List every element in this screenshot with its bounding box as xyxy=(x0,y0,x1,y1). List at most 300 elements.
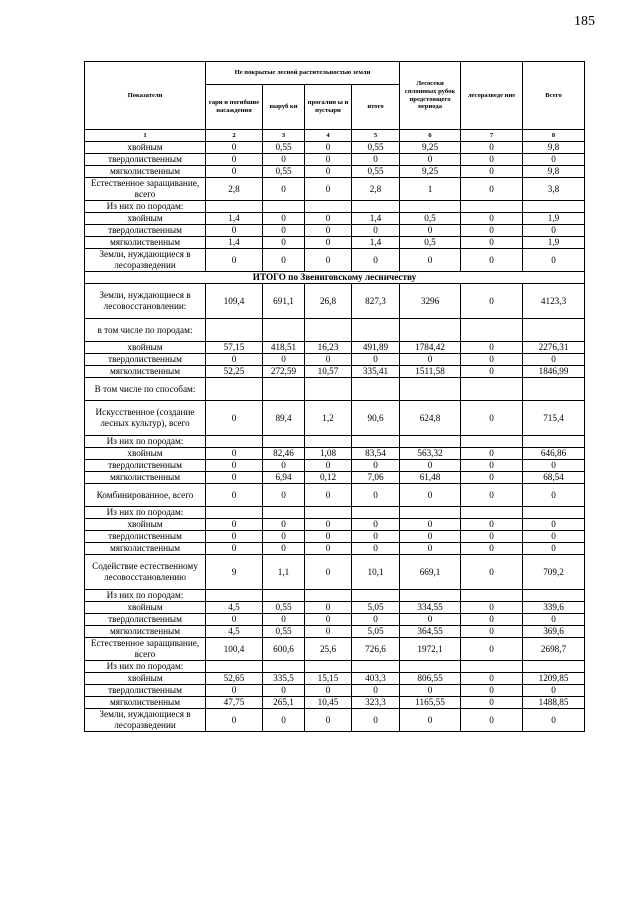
row-value: 1,4 xyxy=(352,237,400,249)
table-row xyxy=(85,448,585,460)
row-value: 0 xyxy=(305,626,352,638)
row-value xyxy=(305,507,352,519)
row-value: 1165,55 xyxy=(400,697,461,709)
table-row xyxy=(85,401,585,436)
row-value: 0 xyxy=(461,638,523,661)
table-row xyxy=(85,284,585,319)
header-total: Всего xyxy=(523,62,585,130)
row-value: 335,5 xyxy=(263,673,305,685)
row-value: 10,57 xyxy=(305,366,352,378)
row-value: 0 xyxy=(352,354,400,366)
row-value xyxy=(263,378,305,401)
row-value: 0 xyxy=(400,685,461,697)
row-value: 0 xyxy=(523,614,585,626)
row-value: 82,46 xyxy=(263,448,305,460)
row-label: Земли, нуждающиеся в лесоразведении xyxy=(85,709,206,732)
row-value: 0 xyxy=(305,354,352,366)
column-number: 1 xyxy=(85,130,206,142)
row-value: 0 xyxy=(263,213,305,225)
row-value xyxy=(305,319,352,342)
row-value xyxy=(305,201,352,213)
row-value: 0 xyxy=(206,460,263,472)
row-label: в том числе по породам: xyxy=(85,319,206,342)
header-subtotal: итого xyxy=(352,85,400,130)
row-label: мягколиственным xyxy=(85,166,206,178)
row-value: 57,15 xyxy=(206,342,263,354)
row-label: Комбинированное, всего xyxy=(85,484,206,507)
row-value: 1,9 xyxy=(523,213,585,225)
row-value: 25,6 xyxy=(305,638,352,661)
header-afforestation: лесоразведе ние xyxy=(461,62,523,130)
row-value xyxy=(352,201,400,213)
row-value xyxy=(523,590,585,602)
row-value: 1209,85 xyxy=(523,673,585,685)
table-row xyxy=(85,602,585,614)
table-row xyxy=(85,436,585,448)
row-value: 0 xyxy=(400,354,461,366)
row-value xyxy=(305,661,352,673)
row-value xyxy=(461,436,523,448)
row-value: 0,55 xyxy=(352,142,400,154)
row-value: 624,8 xyxy=(400,401,461,436)
table-row xyxy=(85,673,585,685)
row-label: Земли, нуждающиеся в лесоразведении xyxy=(85,249,206,272)
row-value: 4,5 xyxy=(206,602,263,614)
row-value xyxy=(523,507,585,519)
row-value: 0 xyxy=(305,614,352,626)
row-value: 9 xyxy=(206,555,263,590)
table-row xyxy=(85,366,585,378)
row-value: 0 xyxy=(461,709,523,732)
row-value: 68,54 xyxy=(523,472,585,484)
row-value: 0 xyxy=(523,460,585,472)
row-value: 0,12 xyxy=(305,472,352,484)
row-value xyxy=(263,436,305,448)
row-value: 0 xyxy=(206,166,263,178)
row-label: твердолиственным xyxy=(85,460,206,472)
row-value xyxy=(352,507,400,519)
row-value: 90,6 xyxy=(352,401,400,436)
row-label: хвойным xyxy=(85,519,206,531)
table-row xyxy=(85,178,585,201)
row-value: 0 xyxy=(305,237,352,249)
table-row xyxy=(85,519,585,531)
row-value: 0 xyxy=(305,685,352,697)
row-value: 827,3 xyxy=(352,284,400,319)
row-value: 0 xyxy=(461,178,523,201)
row-value: 52,65 xyxy=(206,673,263,685)
row-value: 9,25 xyxy=(400,142,461,154)
row-value xyxy=(206,201,263,213)
row-value xyxy=(523,319,585,342)
row-value xyxy=(305,436,352,448)
header-clearcuts: Лесосеки сплошных рубок предстоящего периода xyxy=(400,62,461,130)
row-value: 726,6 xyxy=(352,638,400,661)
row-value xyxy=(400,319,461,342)
row-value xyxy=(206,319,263,342)
row-value xyxy=(206,378,263,401)
row-value: 0 xyxy=(206,614,263,626)
row-value: 5,05 xyxy=(352,626,400,638)
row-value xyxy=(461,319,523,342)
row-value xyxy=(305,590,352,602)
row-value: 1488,85 xyxy=(523,697,585,709)
row-value: 0 xyxy=(352,249,400,272)
row-value: 806,55 xyxy=(400,673,461,685)
row-value xyxy=(352,436,400,448)
row-value: 0 xyxy=(305,484,352,507)
table-row xyxy=(85,685,585,697)
row-value: 691,1 xyxy=(263,284,305,319)
row-value: 0 xyxy=(305,460,352,472)
row-value: 0 xyxy=(352,460,400,472)
row-value xyxy=(206,436,263,448)
row-value: 0 xyxy=(263,709,305,732)
row-value: 0 xyxy=(461,626,523,638)
row-value: 0 xyxy=(263,249,305,272)
row-value: 709,2 xyxy=(523,555,585,590)
section-row xyxy=(85,272,585,284)
row-value: 10,1 xyxy=(352,555,400,590)
row-value: 272,59 xyxy=(263,366,305,378)
row-value: 600,6 xyxy=(263,638,305,661)
row-value: 715,4 xyxy=(523,401,585,436)
row-value: 7,06 xyxy=(352,472,400,484)
row-value: 0,55 xyxy=(263,142,305,154)
row-label: мягколиственным xyxy=(85,472,206,484)
row-value xyxy=(400,507,461,519)
row-value xyxy=(523,378,585,401)
column-number: 4 xyxy=(305,130,352,142)
row-value xyxy=(400,436,461,448)
table-row xyxy=(85,225,585,237)
row-value: 0 xyxy=(461,614,523,626)
row-value xyxy=(400,590,461,602)
row-value: 1,9 xyxy=(523,237,585,249)
row-value: 0 xyxy=(523,709,585,732)
row-label: мягколиственным xyxy=(85,237,206,249)
row-value: 1,1 xyxy=(263,555,305,590)
column-number: 8 xyxy=(523,130,585,142)
row-value: 0 xyxy=(523,225,585,237)
table-row xyxy=(85,638,585,661)
row-value: 0 xyxy=(400,154,461,166)
header-cuttings: выруб ки xyxy=(263,85,305,130)
row-value: 0 xyxy=(352,519,400,531)
row-value: 0 xyxy=(523,531,585,543)
table-row xyxy=(85,626,585,638)
row-value: 646,86 xyxy=(523,448,585,460)
row-value: 6,94 xyxy=(263,472,305,484)
row-label: хвойным xyxy=(85,602,206,614)
row-value: 0 xyxy=(263,354,305,366)
header-uncovered-lands: Не покрытые лесной растительностью земли xyxy=(206,62,400,85)
row-value: 0 xyxy=(461,673,523,685)
row-value: 0 xyxy=(305,709,352,732)
row-value: 323,3 xyxy=(352,697,400,709)
row-value: 0 xyxy=(305,154,352,166)
row-label: Из них по породам: xyxy=(85,201,206,213)
row-value xyxy=(461,378,523,401)
row-value: 3296 xyxy=(400,284,461,319)
row-value: 0 xyxy=(206,519,263,531)
row-value: 0 xyxy=(263,225,305,237)
row-value: 9,25 xyxy=(400,166,461,178)
row-value xyxy=(400,201,461,213)
row-value: 2698,7 xyxy=(523,638,585,661)
afforestation-table xyxy=(84,61,585,732)
row-value: 0 xyxy=(206,154,263,166)
row-value: 3,8 xyxy=(523,178,585,201)
row-value: 0 xyxy=(400,614,461,626)
row-value xyxy=(352,319,400,342)
table-row xyxy=(85,484,585,507)
row-value: 0 xyxy=(461,354,523,366)
row-value: 0 xyxy=(461,284,523,319)
row-value: 0 xyxy=(461,472,523,484)
table-row xyxy=(85,531,585,543)
row-value: 1846,99 xyxy=(523,366,585,378)
table-row xyxy=(85,709,585,732)
row-value: 0 xyxy=(400,460,461,472)
row-value: 109,4 xyxy=(206,284,263,319)
row-value: 0 xyxy=(400,249,461,272)
row-value: 100,4 xyxy=(206,638,263,661)
row-value: 0 xyxy=(206,543,263,555)
row-value: 9,8 xyxy=(523,142,585,154)
row-value: 0 xyxy=(461,166,523,178)
table-row xyxy=(85,154,585,166)
row-value: 0 xyxy=(461,237,523,249)
table-row xyxy=(85,555,585,590)
row-label: мягколиственным xyxy=(85,543,206,555)
row-label: хвойным xyxy=(85,448,206,460)
row-value: 0 xyxy=(305,543,352,555)
row-value xyxy=(523,436,585,448)
row-value: 0 xyxy=(305,178,352,201)
row-value: 0 xyxy=(461,154,523,166)
row-value xyxy=(461,590,523,602)
row-value: 0,5 xyxy=(400,213,461,225)
row-value xyxy=(461,507,523,519)
table-row xyxy=(85,319,585,342)
row-label: твердолиственным xyxy=(85,685,206,697)
row-value: 0 xyxy=(305,142,352,154)
row-value xyxy=(400,378,461,401)
row-value: 2,8 xyxy=(352,178,400,201)
row-value: 0 xyxy=(400,519,461,531)
row-value: 0 xyxy=(461,366,523,378)
table-row xyxy=(85,249,585,272)
row-value: 0 xyxy=(461,342,523,354)
row-value: 0 xyxy=(305,225,352,237)
row-value: 47,75 xyxy=(206,697,263,709)
row-value: 0 xyxy=(206,225,263,237)
row-value: 2276,31 xyxy=(523,342,585,354)
row-value xyxy=(352,661,400,673)
table-row xyxy=(85,201,585,213)
row-value: 0 xyxy=(400,543,461,555)
row-value: 0,5 xyxy=(400,237,461,249)
column-number: 7 xyxy=(461,130,523,142)
row-value: 265,1 xyxy=(263,697,305,709)
row-value: 1,4 xyxy=(206,237,263,249)
row-value: 0 xyxy=(206,484,263,507)
row-value xyxy=(206,661,263,673)
header-burns: гари и погибшие насаждения xyxy=(206,85,263,130)
row-value: 0 xyxy=(305,166,352,178)
row-value: 0 xyxy=(523,543,585,555)
table-row xyxy=(85,142,585,154)
row-value: 2,8 xyxy=(206,178,263,201)
row-value xyxy=(305,378,352,401)
row-value: 0 xyxy=(263,543,305,555)
row-value: 0 xyxy=(305,602,352,614)
table-row xyxy=(85,378,585,401)
row-value: 0 xyxy=(352,531,400,543)
row-value: 0 xyxy=(352,685,400,697)
row-value: 1,4 xyxy=(352,213,400,225)
row-value: 0 xyxy=(400,484,461,507)
row-value: 0 xyxy=(263,237,305,249)
column-number: 5 xyxy=(352,130,400,142)
page-number: 185 xyxy=(574,14,595,29)
row-value: 334,55 xyxy=(400,602,461,614)
row-value: 669,1 xyxy=(400,555,461,590)
table-row xyxy=(85,590,585,602)
row-value xyxy=(263,507,305,519)
row-value: 1784,42 xyxy=(400,342,461,354)
row-value: 0 xyxy=(523,249,585,272)
row-label: В том числе по способам: xyxy=(85,378,206,401)
row-value: 0 xyxy=(461,697,523,709)
row-value: 4123,3 xyxy=(523,284,585,319)
row-value: 0 xyxy=(206,448,263,460)
row-value: 563,32 xyxy=(400,448,461,460)
row-value: 0 xyxy=(461,213,523,225)
row-label: Из них по породам: xyxy=(85,661,206,673)
row-value: 0 xyxy=(206,354,263,366)
row-value: 0 xyxy=(523,354,585,366)
row-value: 0 xyxy=(400,531,461,543)
column-number: 3 xyxy=(263,130,305,142)
row-value: 0 xyxy=(461,460,523,472)
column-number: 6 xyxy=(400,130,461,142)
table-body xyxy=(85,142,585,732)
row-value: 0 xyxy=(461,142,523,154)
table-row xyxy=(85,543,585,555)
table-row xyxy=(85,614,585,626)
row-value: 1511,58 xyxy=(400,366,461,378)
row-label: твердолиственным xyxy=(85,531,206,543)
row-label: мягколиственным xyxy=(85,626,206,638)
row-value: 0 xyxy=(263,178,305,201)
table-row xyxy=(85,460,585,472)
row-value: 1,2 xyxy=(305,401,352,436)
row-value xyxy=(263,201,305,213)
row-value: 0 xyxy=(263,685,305,697)
row-label: хвойным xyxy=(85,142,206,154)
row-value: 0 xyxy=(352,709,400,732)
row-value xyxy=(352,378,400,401)
row-value: 0 xyxy=(461,249,523,272)
table-row xyxy=(85,342,585,354)
row-value: 0 xyxy=(305,519,352,531)
row-label: твердолиственным xyxy=(85,354,206,366)
row-value: 0 xyxy=(461,602,523,614)
row-value: 1,4 xyxy=(206,213,263,225)
table-row xyxy=(85,507,585,519)
table-row xyxy=(85,166,585,178)
row-value: 1,08 xyxy=(305,448,352,460)
table-row xyxy=(85,237,585,249)
row-value xyxy=(461,661,523,673)
table-row xyxy=(85,697,585,709)
row-label: хвойным xyxy=(85,342,206,354)
row-value: 0 xyxy=(263,484,305,507)
row-value: 369,6 xyxy=(523,626,585,638)
row-label: мягколиственным xyxy=(85,366,206,378)
row-value: 0 xyxy=(400,225,461,237)
row-value: 403,3 xyxy=(352,673,400,685)
row-value: 10,45 xyxy=(305,697,352,709)
row-label: твердолиственным xyxy=(85,614,206,626)
row-value xyxy=(523,201,585,213)
row-label: Из них по породам: xyxy=(85,436,206,448)
row-value: 89,4 xyxy=(263,401,305,436)
row-label: мягколиственным xyxy=(85,697,206,709)
row-label: хвойным xyxy=(85,213,206,225)
row-value: 0 xyxy=(461,401,523,436)
row-value: 0 xyxy=(263,460,305,472)
row-label: Естественное заращивание, всего xyxy=(85,178,206,201)
row-value: 0 xyxy=(352,225,400,237)
row-value: 0 xyxy=(461,225,523,237)
row-value: 335,41 xyxy=(352,366,400,378)
row-value: 0 xyxy=(352,543,400,555)
row-value: 0 xyxy=(206,401,263,436)
row-value: 0 xyxy=(352,484,400,507)
row-value xyxy=(263,590,305,602)
row-value: 0 xyxy=(461,484,523,507)
row-value: 339,6 xyxy=(523,602,585,614)
row-label: хвойным xyxy=(85,673,206,685)
row-value: 9,8 xyxy=(523,166,585,178)
row-label: твердолиственным xyxy=(85,225,206,237)
row-value: 0 xyxy=(352,154,400,166)
row-value: 15,15 xyxy=(305,673,352,685)
row-value: 0,55 xyxy=(263,602,305,614)
row-value: 364,55 xyxy=(400,626,461,638)
row-value: 0 xyxy=(461,555,523,590)
row-value: 61,48 xyxy=(400,472,461,484)
row-value: 0 xyxy=(461,448,523,460)
row-label: Земли, нуждающиеся в лесовосстановлении: xyxy=(85,284,206,319)
row-value: 418,51 xyxy=(263,342,305,354)
section-title: ИТОГО по Звениговскому лесничеству xyxy=(85,272,585,284)
row-value: 0 xyxy=(461,685,523,697)
row-label: Из них по породам: xyxy=(85,590,206,602)
column-number: 2 xyxy=(206,130,263,142)
row-value: 0 xyxy=(305,249,352,272)
table-row xyxy=(85,354,585,366)
row-value: 0 xyxy=(206,709,263,732)
row-value: 0 xyxy=(305,531,352,543)
row-value: 0,55 xyxy=(352,166,400,178)
header-glades: прогалин ы и пустыри xyxy=(305,85,352,130)
row-value: 0,55 xyxy=(263,626,305,638)
row-value xyxy=(523,661,585,673)
